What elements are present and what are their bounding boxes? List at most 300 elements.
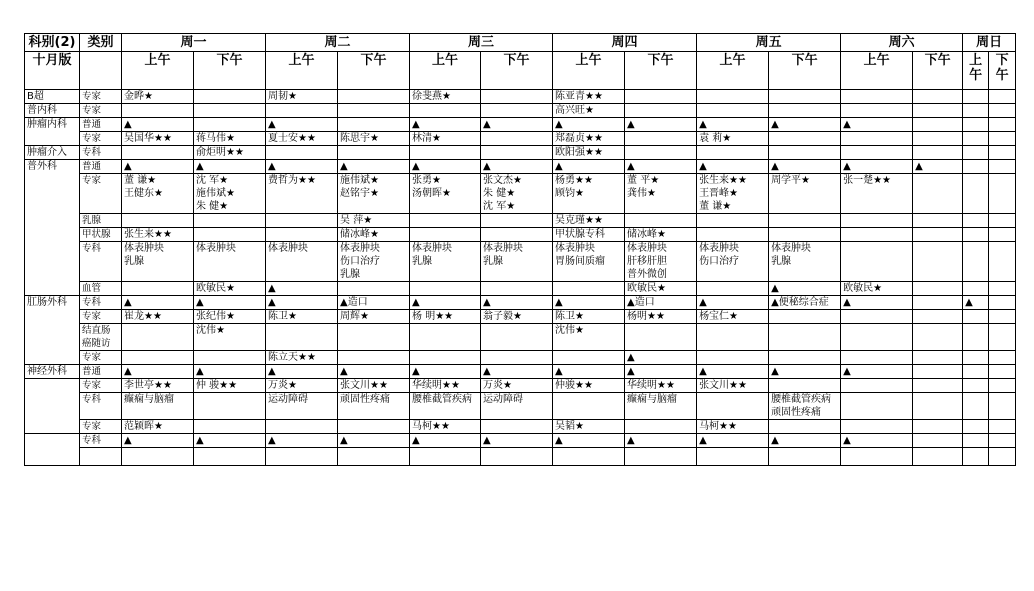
schedule-cell: ▲ [625, 365, 697, 379]
schedule-cell: ▲ [913, 160, 963, 174]
schedule-cell [841, 393, 913, 420]
schedule-cell: ▲造口 [338, 296, 410, 310]
type-cell: 专家 [80, 379, 122, 393]
schedule-cell [410, 351, 481, 365]
schedule-cell [989, 146, 1016, 160]
table-row [25, 351, 1016, 365]
table-row [25, 160, 1016, 174]
table-row [25, 174, 1016, 214]
schedule-cell [913, 393, 963, 420]
schedule-cell [913, 228, 963, 242]
schedule-cell: ▲ [122, 434, 194, 448]
schedule-cell: 陈卫★ [266, 310, 338, 324]
schedule-cell: 费哲为★★ [266, 174, 338, 214]
type-header-blank [80, 52, 122, 90]
halfday-header: 下午 [625, 52, 697, 90]
schedule-cell [410, 146, 481, 160]
dept-cell [25, 434, 80, 466]
schedule-cell: ▲ [625, 160, 697, 174]
schedule-cell: 仲骏★★ [553, 379, 625, 393]
dept-cell [25, 379, 80, 434]
schedule-cell: ▲ [481, 160, 553, 174]
schedule-cell [989, 365, 1016, 379]
schedule-cell [553, 393, 625, 420]
schedule-cell: ▲ [553, 118, 625, 132]
schedule-cell: 癫痫与脑瘤 [122, 393, 194, 420]
schedule-cell: ▲ [410, 296, 481, 310]
schedule-cell: ▲ [194, 160, 266, 174]
schedule-cell [122, 146, 194, 160]
table-row [25, 146, 1016, 160]
schedule-cell [481, 214, 553, 228]
schedule-cell [410, 448, 481, 466]
schedule-cell [913, 174, 963, 214]
schedule-cell: 沈伟★ [553, 324, 625, 351]
schedule-cell [989, 351, 1016, 365]
table-row [25, 242, 1016, 282]
halfday-header-sun: 下 午 [989, 52, 1016, 90]
schedule-cell [963, 310, 989, 324]
schedule-cell [913, 420, 963, 434]
schedule-cell: 华续明★★ [625, 379, 697, 393]
schedule-cell [989, 282, 1016, 296]
type-cell: 专科 [80, 296, 122, 310]
schedule-cell [122, 324, 194, 351]
schedule-cell [913, 90, 963, 104]
schedule-cell [913, 132, 963, 146]
schedule-cell: 储冰峰★ [625, 228, 697, 242]
schedule-cell [338, 146, 410, 160]
schedule-cell [338, 448, 410, 466]
schedule-cell: 马柯★★ [410, 420, 481, 434]
schedule-cell: ▲ [122, 296, 194, 310]
schedule-cell [122, 351, 194, 365]
day-header-wed: 周三 [410, 34, 553, 52]
schedule-cell [989, 118, 1016, 132]
schedule-cell [266, 228, 338, 242]
schedule-cell: 体表肿块 [266, 242, 338, 282]
schedule-cell: ▲ [481, 118, 553, 132]
schedule-cell: 沈 军★ 施伟斌★ 朱 健★ [194, 174, 266, 214]
schedule-cell: 范颖晖★ [122, 420, 194, 434]
schedule-cell: 体表肿块 伤口治疗 乳腺 [338, 242, 410, 282]
schedule-cell: ▲ [769, 282, 841, 296]
schedule-cell [913, 214, 963, 228]
schedule-cell: 高兴旺★ [553, 104, 625, 118]
corner-header-dept: 科别(2) [25, 34, 80, 52]
halfday-header: 上午 [697, 52, 769, 90]
schedule-cell [553, 282, 625, 296]
halfday-header-sun: 上 午 [963, 52, 989, 90]
schedule-cell [841, 242, 913, 282]
dept-cell: 肛肠外科 [25, 296, 80, 365]
clinic-schedule-table [24, 33, 1016, 466]
schedule-cell [963, 365, 989, 379]
schedule-cell [481, 420, 553, 434]
schedule-cell [963, 104, 989, 118]
schedule-cell: 张纪伟★ [194, 310, 266, 324]
schedule-cell [769, 324, 841, 351]
schedule-cell [989, 228, 1016, 242]
schedule-cell: ▲ [769, 160, 841, 174]
schedule-cell [553, 448, 625, 466]
schedule-cell: ▲ [841, 160, 913, 174]
schedule-cell: 吴克瑾★★ [553, 214, 625, 228]
schedule-cell [194, 420, 266, 434]
schedule-cell [338, 118, 410, 132]
version-label: 十月版 [25, 52, 80, 90]
schedule-cell: ▲ [194, 296, 266, 310]
schedule-cell [194, 351, 266, 365]
schedule-cell [625, 104, 697, 118]
schedule-cell [410, 282, 481, 296]
schedule-cell [266, 146, 338, 160]
dept-cell: 肿瘤介入 [25, 146, 80, 160]
halfday-header: 下午 [913, 52, 963, 90]
schedule-cell: 体表肿块 胃肠间质瘤 [553, 242, 625, 282]
schedule-cell [625, 214, 697, 228]
schedule-cell [841, 146, 913, 160]
type-cell: 普通 [80, 365, 122, 379]
schedule-cell: ▲ [553, 160, 625, 174]
schedule-cell [963, 118, 989, 132]
schedule-cell: ▲ [697, 118, 769, 132]
type-cell: 专家 [80, 174, 122, 214]
schedule-cell: ▲ [553, 296, 625, 310]
schedule-cell: ▲ [769, 118, 841, 132]
schedule-cell: ▲ [410, 365, 481, 379]
schedule-cell: ▲ [266, 118, 338, 132]
schedule-cell [338, 90, 410, 104]
schedule-cell: 吴国华★★ [122, 132, 194, 146]
schedule-cell: 欧敏民★ [841, 282, 913, 296]
schedule-cell: 体表肿块 [194, 242, 266, 282]
table-row [25, 393, 1016, 420]
schedule-cell [989, 393, 1016, 420]
schedule-cell [410, 104, 481, 118]
table-row [25, 118, 1016, 132]
schedule-cell: ▲ [122, 118, 194, 132]
schedule-cell: 金晔★ [122, 90, 194, 104]
schedule-cell [697, 393, 769, 420]
schedule-cell: 徐斐燕★ [410, 90, 481, 104]
schedule-cell: ▲ [625, 118, 697, 132]
schedule-cell: 董 平★ 龚伟★ [625, 174, 697, 214]
schedule-cell [122, 104, 194, 118]
halfday-header: 上午 [841, 52, 913, 90]
schedule-cell [963, 448, 989, 466]
schedule-cell [913, 118, 963, 132]
schedule-cell: 施伟斌★ 赵铭宇★ [338, 174, 410, 214]
schedule-cell: 甲状腺专科 [553, 228, 625, 242]
schedule-cell [841, 351, 913, 365]
schedule-body [25, 90, 1016, 466]
schedule-cell: ▲ [194, 365, 266, 379]
schedule-cell: 欧敏民★ [625, 282, 697, 296]
schedule-cell: ▲ [625, 351, 697, 365]
schedule-cell: ▲ [338, 160, 410, 174]
schedule-cell [194, 214, 266, 228]
schedule-cell: 吴韬★ [553, 420, 625, 434]
schedule-cell [194, 118, 266, 132]
schedule-cell [989, 90, 1016, 104]
schedule-cell [989, 104, 1016, 118]
schedule-cell: 体表肿块 乳腺 [410, 242, 481, 282]
schedule-cell: 杨 明★★ [410, 310, 481, 324]
schedule-cell: 陈卫★ [553, 310, 625, 324]
schedule-cell [266, 420, 338, 434]
schedule-cell: ▲造口 [625, 296, 697, 310]
schedule-cell: 体表肿块 伤口治疗 [697, 242, 769, 282]
schedule-cell [625, 448, 697, 466]
table-row [25, 214, 1016, 228]
schedule-cell [625, 324, 697, 351]
type-cell [80, 448, 122, 466]
schedule-cell: 腰椎截管疾病 顽固性疼痛 [769, 393, 841, 420]
schedule-cell [963, 324, 989, 351]
schedule-cell: ▲ [841, 434, 913, 448]
schedule-cell [841, 324, 913, 351]
schedule-cell: 崔龙★★ [122, 310, 194, 324]
schedule-cell [697, 448, 769, 466]
schedule-cell [194, 393, 266, 420]
dept-cell: 普内科 [25, 104, 80, 118]
halfday-header: 上午 [266, 52, 338, 90]
type-cell: 专家 [80, 104, 122, 118]
schedule-cell [481, 90, 553, 104]
schedule-cell: 俞炬明★★ [194, 146, 266, 160]
schedule-cell [841, 104, 913, 118]
schedule-cell: 储冰峰★ [338, 228, 410, 242]
schedule-cell: ▲ [266, 160, 338, 174]
schedule-cell [989, 420, 1016, 434]
schedule-cell [481, 351, 553, 365]
schedule-cell [410, 228, 481, 242]
schedule-cell: ▲ [122, 160, 194, 174]
schedule-cell [963, 160, 989, 174]
schedule-cell: 张生来★★ [122, 228, 194, 242]
schedule-cell [697, 214, 769, 228]
type-cell: 专家 [80, 90, 122, 104]
schedule-cell: 陈亚青★★ [553, 90, 625, 104]
table-row [25, 420, 1016, 434]
schedule-cell [338, 104, 410, 118]
schedule-cell: ▲ [410, 118, 481, 132]
schedule-cell [841, 448, 913, 466]
schedule-cell [989, 379, 1016, 393]
schedule-cell: 郑磊贞★★ [553, 132, 625, 146]
schedule-cell: 周韧★ [266, 90, 338, 104]
schedule-cell: ▲ [122, 365, 194, 379]
table-row [25, 282, 1016, 296]
schedule-cell [338, 420, 410, 434]
schedule-cell [963, 214, 989, 228]
schedule-cell: 运动障碍 [266, 393, 338, 420]
schedule-cell [963, 420, 989, 434]
schedule-cell [553, 351, 625, 365]
schedule-cell: 沈伟★ [194, 324, 266, 351]
type-cell: 专家 [80, 351, 122, 365]
header-row-days [25, 34, 1016, 52]
type-cell: 专家 [80, 420, 122, 434]
schedule-cell [122, 282, 194, 296]
schedule-cell [481, 146, 553, 160]
schedule-cell [769, 104, 841, 118]
type-cell: 乳腺 [80, 214, 122, 228]
schedule-cell: ▲ [194, 434, 266, 448]
schedule-cell [913, 310, 963, 324]
schedule-cell [769, 132, 841, 146]
schedule-cell: ▲ [553, 365, 625, 379]
schedule-cell [266, 448, 338, 466]
schedule-cell: 周辉★ [338, 310, 410, 324]
schedule-cell [122, 448, 194, 466]
schedule-cell [989, 448, 1016, 466]
schedule-cell: ▲ [841, 118, 913, 132]
schedule-cell: ▲ [410, 434, 481, 448]
schedule-cell [769, 90, 841, 104]
schedule-cell: ▲ [481, 434, 553, 448]
schedule-cell: ▲ [481, 296, 553, 310]
schedule-cell [481, 324, 553, 351]
schedule-cell [963, 242, 989, 282]
schedule-cell [338, 282, 410, 296]
schedule-cell: ▲ [697, 434, 769, 448]
schedule-cell: 袁 莉★ [697, 132, 769, 146]
type-cell: 专科 [80, 393, 122, 420]
table-row [25, 104, 1016, 118]
schedule-cell: 夏士安★★ [266, 132, 338, 146]
table-row [25, 296, 1016, 310]
schedule-cell [410, 214, 481, 228]
schedule-cell: ▲ [266, 365, 338, 379]
schedule-cell: ▲ [697, 296, 769, 310]
halfday-header: 下午 [481, 52, 553, 90]
schedule-cell [338, 351, 410, 365]
schedule-cell: 吴 萍★ [338, 214, 410, 228]
schedule-cell [963, 132, 989, 146]
schedule-cell [697, 282, 769, 296]
type-cell: 专科 [80, 434, 122, 448]
halfday-header: 上午 [553, 52, 625, 90]
schedule-cell: 陈立天★★ [266, 351, 338, 365]
schedule-cell: ▲ [625, 434, 697, 448]
day-header-sun: 周日 [963, 34, 1016, 52]
dept-cell: 神经外科 [25, 365, 80, 379]
type-cell: 专科 [80, 242, 122, 282]
type-cell: 普通 [80, 160, 122, 174]
table-row [25, 379, 1016, 393]
schedule-cell [963, 393, 989, 420]
table-row [25, 132, 1016, 146]
schedule-cell [913, 146, 963, 160]
schedule-cell [989, 242, 1016, 282]
schedule-cell [769, 420, 841, 434]
schedule-cell [963, 351, 989, 365]
schedule-cell [410, 324, 481, 351]
schedule-cell [194, 228, 266, 242]
halfday-header: 下午 [194, 52, 266, 90]
schedule-cell [913, 296, 963, 310]
schedule-cell [266, 104, 338, 118]
schedule-cell [625, 420, 697, 434]
schedule-cell [989, 296, 1016, 310]
schedule-cell: 腰椎截管疾病 [410, 393, 481, 420]
schedule-cell: 马柯★★ [697, 420, 769, 434]
halfday-header: 上午 [410, 52, 481, 90]
schedule-cell [913, 448, 963, 466]
schedule-cell [963, 434, 989, 448]
schedule-cell: ▲ [769, 434, 841, 448]
dept-cell: 肿瘤内科 [25, 118, 80, 146]
schedule-cell: 癫痫与脑瘤 [625, 393, 697, 420]
schedule-cell [841, 379, 913, 393]
schedule-cell [697, 90, 769, 104]
schedule-cell [989, 132, 1016, 146]
schedule-cell [194, 104, 266, 118]
schedule-cell: 李世亭★★ [122, 379, 194, 393]
schedule-cell [963, 282, 989, 296]
schedule-cell: ▲ [266, 434, 338, 448]
schedule-cell: 董 谦★ 王健东★ [122, 174, 194, 214]
day-header-thu: 周四 [553, 34, 697, 52]
schedule-cell: 仲 骏★★ [194, 379, 266, 393]
schedule-cell [989, 324, 1016, 351]
schedule-cell [841, 420, 913, 434]
schedule-cell: 张勇★ 汤朝晖★ [410, 174, 481, 214]
schedule-cell [625, 90, 697, 104]
schedule-cell: 杨宝仁★ [697, 310, 769, 324]
schedule-cell: 华续明★★ [410, 379, 481, 393]
schedule-cell [769, 448, 841, 466]
schedule-cell: 运动障碍 [481, 393, 553, 420]
schedule-cell [769, 351, 841, 365]
schedule-cell [194, 448, 266, 466]
schedule-cell: ▲ [410, 160, 481, 174]
schedule-cell: 欧敏民★ [194, 282, 266, 296]
schedule-cell [769, 214, 841, 228]
schedule-cell: ▲便秘综合症 [769, 296, 841, 310]
schedule-cell [963, 90, 989, 104]
schedule-cell: 张生来★★ 王晋峰★ 董 谦★ [697, 174, 769, 214]
schedule-cell: ▲ [697, 365, 769, 379]
schedule-cell [841, 310, 913, 324]
schedule-cell: 万炎★ [481, 379, 553, 393]
schedule-cell [989, 214, 1016, 228]
halfday-header: 下午 [769, 52, 841, 90]
schedule-cell [697, 104, 769, 118]
schedule-cell: ▲ [338, 365, 410, 379]
schedule-cell [913, 365, 963, 379]
type-header: 类别 [80, 34, 122, 52]
halfday-header: 上午 [122, 52, 194, 90]
schedule-cell [481, 448, 553, 466]
schedule-cell: 体表肿块 肝移肝胆 普外微创 [625, 242, 697, 282]
schedule-cell: ▲ [553, 434, 625, 448]
type-cell: 专家 [80, 132, 122, 146]
schedule-cell [481, 228, 553, 242]
type-cell: 专家 [80, 310, 122, 324]
schedule-cell [122, 214, 194, 228]
schedule-cell: ▲ [963, 296, 989, 310]
schedule-cell [913, 351, 963, 365]
schedule-cell: ▲ [338, 434, 410, 448]
table-row [25, 434, 1016, 448]
schedule-cell [913, 324, 963, 351]
schedule-cell [989, 160, 1016, 174]
table-row [25, 90, 1016, 104]
schedule-cell [989, 174, 1016, 214]
